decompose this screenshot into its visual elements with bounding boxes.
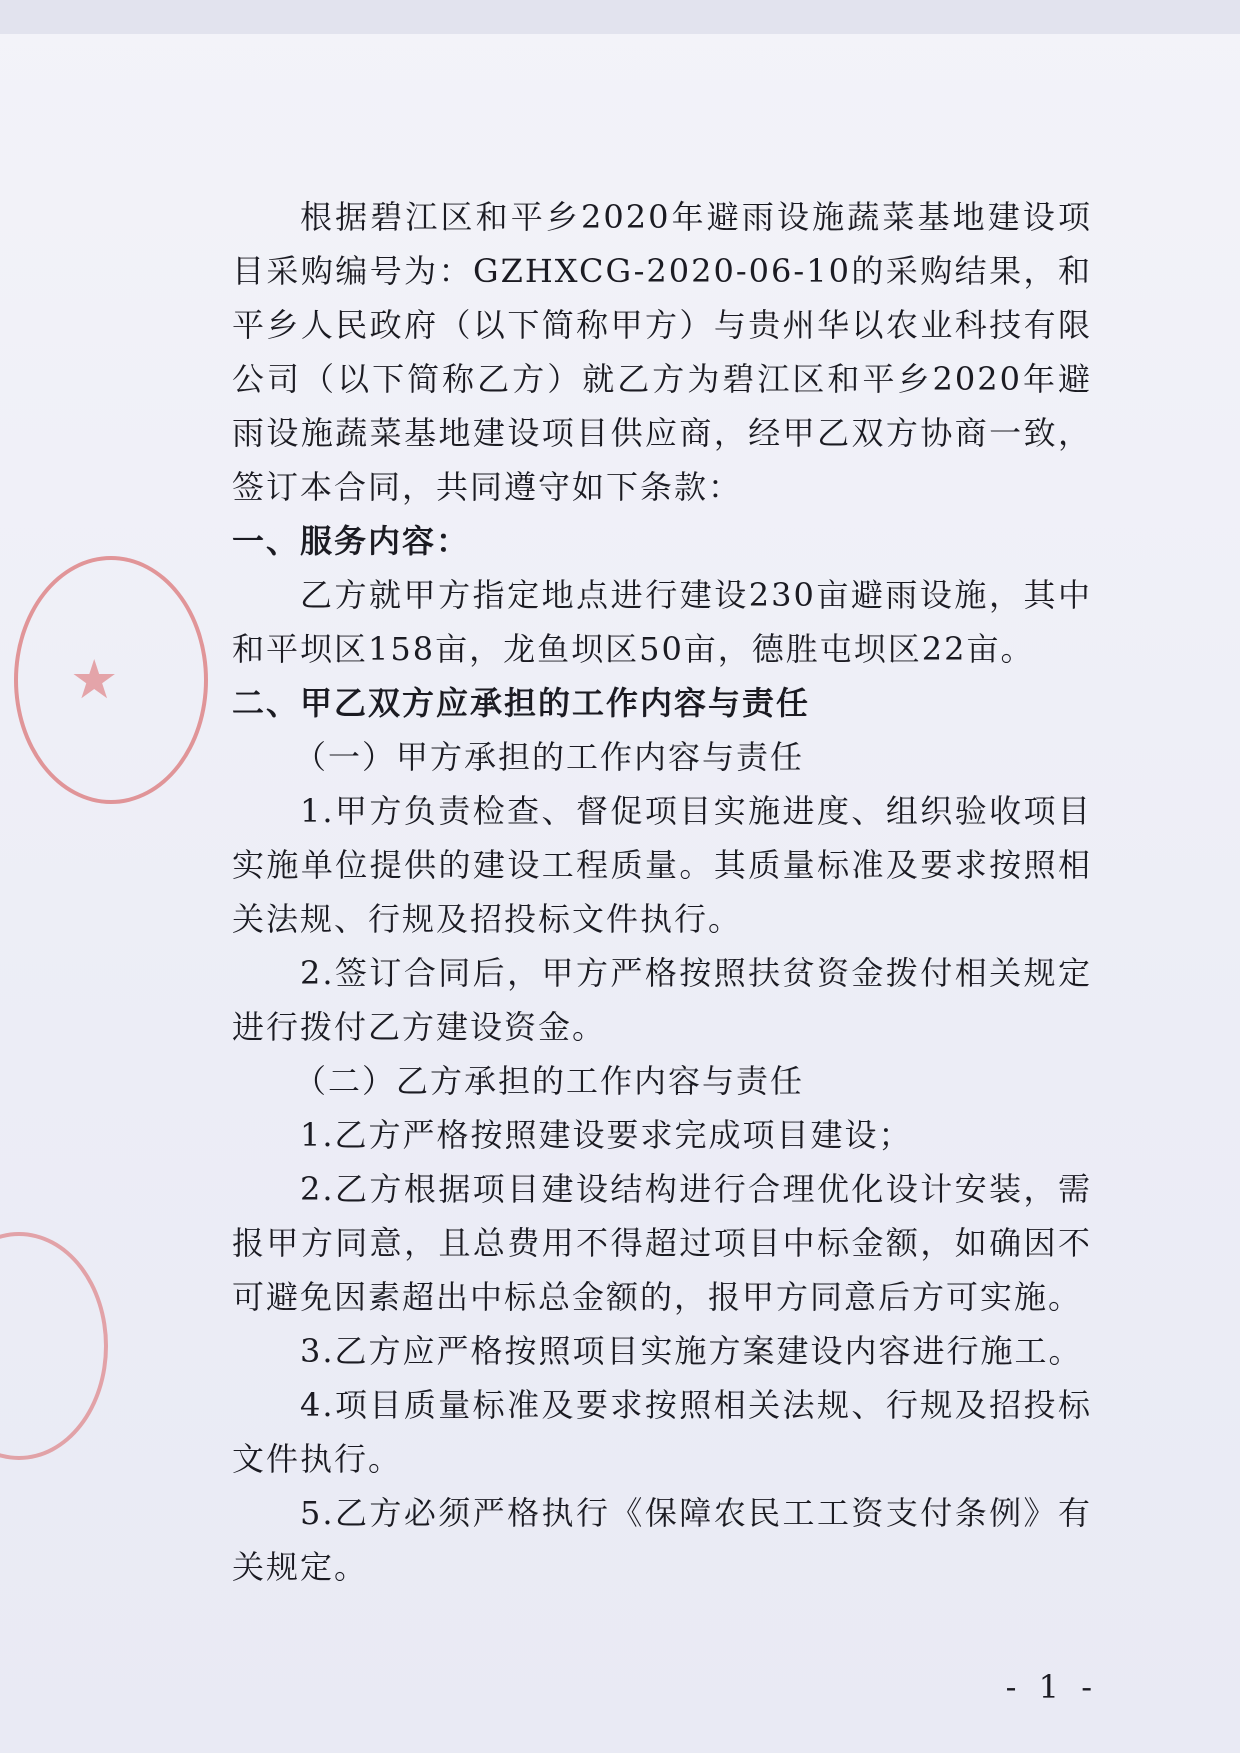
official-seal	[14, 556, 208, 804]
subsection-1-item-2: 2.签订合同后，甲方严格按照扶贫资金拨付相关规定进行拨付乙方建设资金。	[232, 954, 1092, 1046]
seal-star-icon: ★	[70, 648, 119, 711]
intro-paragraph: 根据碧江区和平乡2020年避雨设施蔬菜基地建设项目采购编号为：GZHXCG-2020-06-10的采购结果，和平乡人民政府（以下简称甲方）与贵州华以农业科技有限公司（以下简称乙方）就乙方为碧江区和平乡2020年避雨设施蔬菜基地建设项目供应商，经甲乙双方协商一致，签订本合同，共同遵守如下条款：	[232, 198, 1092, 506]
section-2-heading: 二、甲乙双方应承担的工作内容与责任	[232, 684, 811, 722]
contract-body	[232, 190, 1092, 1594]
page-number: - 1 -	[1005, 1668, 1098, 1706]
subsection-2-item-2: 2.乙方根据项目建设结构进行合理优化设计安装，需报甲方同意，且总费用不得超过项目中标金额，如确因不可避免因素超出中标总金额的，报甲方同意后方可实施。	[232, 1170, 1092, 1316]
subsection-2-item-1: 1.乙方严格按照建设要求完成项目建设；	[300, 1116, 913, 1154]
scan-top-edge	[0, 0, 1240, 34]
official-seal-partial	[0, 1232, 108, 1460]
subsection-2-item-3: 3.乙方应严格按照项目实施方案建设内容进行施工。	[300, 1332, 1083, 1370]
section-1-heading: 一、服务内容：	[232, 522, 471, 560]
section-1-body: 乙方就甲方指定地点进行建设230亩避雨设施，其中和平坝区158亩，龙鱼坝区50亩，德胜屯坝区22亩。	[232, 576, 1092, 668]
subsection-2-item-4: 4.项目质量标准及要求按照相关法规、行规及招投标文件执行。	[232, 1386, 1092, 1478]
subsection-2-item-5: 5.乙方必须严格执行《保障农民工工资支付条例》有关规定。	[232, 1494, 1092, 1586]
subsection-2-heading: （二）乙方承担的工作内容与责任	[294, 1062, 805, 1100]
subsection-1-item-1: 1.甲方负责检查、督促项目实施进度、组织验收项目实施单位提供的建设工程质量。其质量标准及要求按照相关法规、行规及招投标文件执行。	[232, 792, 1092, 938]
subsection-1-heading: （一）甲方承担的工作内容与责任	[294, 738, 805, 776]
